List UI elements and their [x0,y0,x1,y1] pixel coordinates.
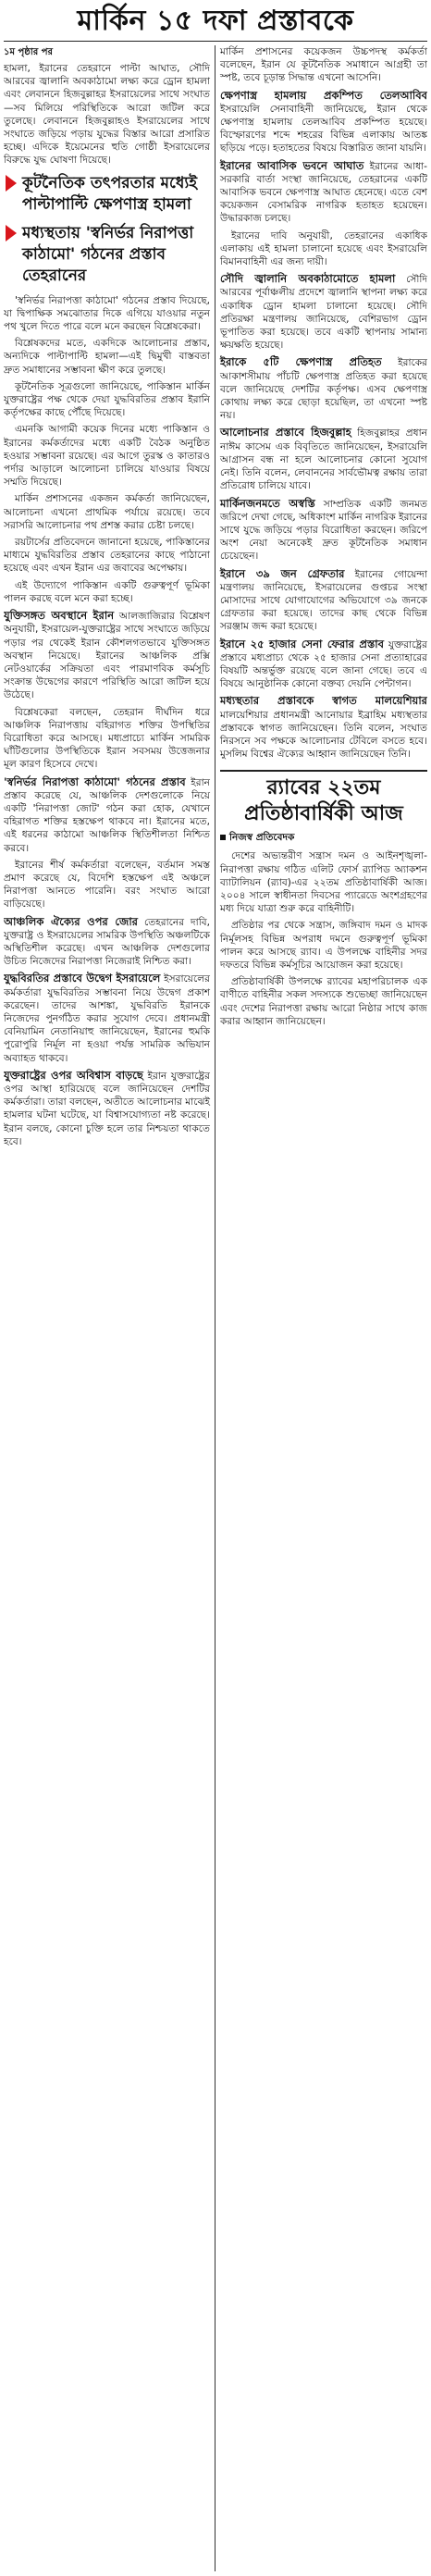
subsection [220,638,427,691]
subsection-text: হিজবুল্লাহর প্রধান নাঈম কাসেম এক বিবৃতিতে জানিয়েছেন, ইসরায়েলি আগ্রাসন বন্ধ না হলে আলোচনার কোনো সুযোগ নেই। তিনি বলেন, লেবাননের সার্বভৌমত্ব রক্ষায় তারা প্রতিরোধ চালিয়ে যাবে। [220,427,427,492]
subsection [220,89,427,155]
byline [220,831,427,847]
body-paragraph: ইরানের শীর্ষ কর্মকর্তারা বলেছেন, বর্তমান সমস্ত প্রমাণ করেছে যে, বিদেশি হস্তক্ষেপ এই অঞ্চলে নিরাপত্তা আনতে পারেনি। বরং সংঘাত আরো বাড়িয়েছে। [4,859,210,910]
subhead: আঞ্চলিক ঐক্যের ওপর জোর [4,914,138,928]
subsection [220,426,427,492]
subsection-text: ইরান যুক্তরাষ্ট্রের ওপর আস্থা হারিয়েছে বলে জানিয়েছেন দেশটির কর্মকর্তারা। তারা বলছেন, অতীতে আলোচনার মাঝেই হামলার ঘটনা ঘটেছে, যা বিশ্বাসযোগ্যতা নষ্ট করেছে। ইরান বলছে, কোনো চুক্তি হলে তার নিশ্চয়তা থাকতে হবে। [4,1070,210,1147]
subhead: যুক্তিসঙ্গত অবস্থানে ইরান [4,609,115,623]
subsection [4,775,210,855]
subhead: সৌদি জ্বালানি অবকাঠামোতে হামলা [220,272,396,286]
subsection [220,694,427,761]
pull-quote-box [4,173,210,287]
body-paragraph: বিশ্লেষকদের মতে, একদিকে আলোচনার প্রস্তাব, অন্যদিকে পাল্টাপাল্টি হামলা—এই দ্বিমুখী বাস্তবতা দ্রুত সমাধানের সম্ভাবনা ক্ষীণ করে তুলছে। [4,338,210,376]
red-triangle-icon [6,225,17,242]
subhead: মার্কিনজনমতে অস্বস্তি [220,496,315,510]
subsection-text: সৌদি আরবের পূর্বাঞ্চলীয় প্রদেশে জ্বালানি স্থাপনা লক্ষ্য করে একাধিক ড্রোন হামলা চালানো হয়েছে। সৌদি প্রতিরক্ষা মন্ত্রণালয় জানিয়েছে, বেশিরভাগ ড্রোন ভূপাতিত করা হয়েছে। তবে একটি স্থাপনায় সামান্য ক্ষয়ক্ষতি হয়েছে। [220,274,427,352]
right-column [216,45,427,2571]
rab-article-title: র‍্যাবের ২২তম প্রতিষ্ঠাবার্ষিকী আজ [220,770,427,827]
intro-paragraph: মার্কিন প্রশাসনের কয়েকজন উচ্চপদস্থ কর্মকর্তা বলেছেন, ইরান যে কূটনৈতিক সমাধানে আগ্রহী তা স্পষ্ট, তবে চূড়ান্ত সিদ্ধান্ত এখনো আসেনি। [220,46,427,84]
body-paragraph: প্রতিষ্ঠাবার্ষিকী উপলক্ষে র‍্যাবের মহাপরিচালক এক বাণীতে বাহিনীর সকল সদস্যকে শুভেচ্ছা জানিয়েছেন এবং দেশের নিরাপত্তা রক্ষায় আরো নিষ্ঠার সাথে কাজ করার আহ্বান জানিয়েছেন। [220,976,427,1027]
subhead: ইরানে ৩৯ জন গ্রেফতার [220,566,345,580]
subsection [4,609,210,701]
subsection-text: ইরানের আধা-সরকারি বার্তা সংস্থা জানিয়েছে, তেহরানের একটি আবাসিক ভবনে ক্ষেপণাস্ত্র আঘাত হেনেছে। এতে বেশ কয়েকজন বেসামরিক নাগরিক হতাহত হয়েছেন। উদ্ধারকাজ চলছে। [220,160,427,225]
body-paragraph: প্রতিষ্ঠার পর থেকে সন্ত্রাস, জঙ্গিবাদ দমন ও মাদক নির্মূলসহ বিভিন্ন অপরাধ দমনে গুরুত্বপূর্ণ ভূমিকা পালন করে আসছে র‍্যাব। এ উপলক্ষে বাহিনীর সদর দফতরে বিভিন্ন কর্মসূচির আয়োজন করা হয়েছে। [220,920,427,971]
subhead: আলোচনার প্রস্তাবে হিজবুল্লাহ [220,426,351,440]
red-triangle-icon [6,175,17,192]
body-paragraph: রয়টার্সের প্রতিবেদনে জানানো হয়েছে, পাকিস্তানের মাধ্যমে যুদ্ধবিরতির প্রস্তাব তেহরানের কাছে পাঠানো হয়েছে এবং এখন ইরান এর জবাবের অপেক্ষায়। [4,537,210,575]
subsection-text: আলজাজিরার বিশ্লেষণ অনুযায়ী, ইসরায়েল-যুক্তরাষ্ট্রের সাথে সংঘাতে জড়িয়ে পড়ার পর থেকেই ইরান কৌশলগতভাবে যুক্তিসঙ্গত অবস্থান নিয়েছে। ইরানের আঞ্চলিক প্রক্সি নেটওয়ার্কের সক্রিয়তা এবং পারমাণবিক কর্মসূচি সংক্রান্ত উদ্বেগের কারণে পরিস্থিতি আরো জটিল হয়ে উঠেছে। [4,611,210,701]
continuation-tag: ১ম পৃষ্ঠার পর [4,47,53,57]
subhead: ক্ষেপণাস্ত্র হামলায় প্রকম্পিত তেলআবিব [220,88,427,102]
pull-quote-text: কূটনৈতিক তৎপরতার মধ্যেই পাল্টাপাল্টি ক্ষেপণাস্ত্র হামলা [22,173,198,214]
subhead: মধ্যস্থতার প্রস্তাবকে স্বাগত মালয়েশিয়ার [220,694,427,708]
subsection-text: ইসরায়েলের কর্মকর্তারা যুদ্ধবিরতির সম্ভাবনা নিয়ে উদ্বেগ প্রকাশ করেছেন। তাদের আশঙ্কা, যুদ্ধবিরতি ইরানকে নিজেদের পুনর্গঠিত করার সুযোগ দেবে। প্রধানমন্ত্রী বেনিয়ামিন নেতানিয়াহু জানিয়েছেন, ইরানের হুমকি পুরোপুরি নির্মূল না হওয়া পর্যন্ত সামরিক অভিযান অব্যাহত থাকবে। [4,973,210,1064]
subhead: ইরানে ২৫ হাজার সেনা ফেরার প্রস্তাব [220,637,384,650]
subsection [220,497,427,564]
byline-text: নিজস্ব প্রতিবেদক [229,832,295,844]
subhead: ইরাকে ৫টি ক্ষেপণাস্ত্র প্রতিহত [220,355,382,369]
subsection-text: ইরানের গোয়েন্দা মন্ত্রণালয় জানিয়েছে, ইসরায়েলের গুপ্তচর সংস্থা মোসাদের সাথে যোগাযোগের অভিযোগে ৩৯ জনকে গ্রেফতার করা হয়েছে। তাদের কাছ থেকে বিভিন্ন সরঞ্জাম জব্দ করা হয়েছে। [220,568,427,633]
subsection-text: সাম্প্রতিক একটি জনমত জরিপে দেখা গেছে, অধিকাংশ মার্কিন নাগরিক ইরানের সাথে যুদ্ধে জড়িয়ে পড়ার বিরোধিতা করছেন। জরিপে অংশ নেয়া অনেকেই দ্রুত কূটনৈতিক সমাধান চেয়েছেন। [220,498,427,563]
body-paragraph: মার্কিন প্রশাসনের একজন কর্মকর্তা জানিয়েছেন, আলোচনা এখনো প্রাথমিক পর্যায়ে রয়েছে। তবে সরাসরি আলোচনার পথ প্রশস্ত করার চেষ্টা চলছে। [4,493,210,531]
body-paragraph: কূটনৈতিক সূত্রগুলো জানিয়েছে, পাকিস্তান মার্কিন যুক্তরাষ্ট্রের পক্ষ থেকে দেয়া যুদ্ধবিরতির প্রস্তাব ইরানি কর্তৃপক্ষের কাছে পৌঁছে দিয়েছে। [4,380,210,419]
subhead: যুদ্ধবিরতির প্রস্তাবে উদ্বেগ ইসরায়েলে [4,972,161,985]
pull-quote-2 [4,223,210,287]
subsection [4,972,210,1064]
pull-quote-1 [4,173,210,216]
body-paragraph: এই উদ্যোগে পাকিস্তান একটি গুরুত্বপূর্ণ ভূমিকা পালন করছে বলে মনে করা হচ্ছে। [4,579,210,604]
subsection [4,915,210,969]
headline: মার্কিন ১৫ দফা প্রস্তাবকে [4,4,427,42]
subhead: যুক্তরাষ্ট্রের ওপর অবিশ্বাস বাড়ছে [4,1068,143,1082]
pull-quote-text: মধ্যস্থতায় 'স্বনির্ভর নিরাপত্তা কাঠামো' গঠনের প্রস্তাব তেহরানের [22,223,194,285]
subsection-text: তেহরানের দাবি, যুক্তরাষ্ট্র ও ইসরায়েলের সামরিক উপস্থিতি অঞ্চলটিকে অস্থিতিশীল করেছে। এখন আঞ্চলিক দেশগুলোর উচিত নিজেদের নিরাপত্তা নিজেরাই নিশ্চিত করা। [4,916,210,968]
body-paragraph: এমনকি আগামী কয়েক দিনের মধ্যে পাকিস্তান ও ইরানের কর্মকর্তাদের মধ্যে একটি বৈঠক অনুষ্ঠিত হওয়ার সম্ভাবনা রয়েছে। এর আগে তুরস্ক ও কাতারও পর্দার আড়ালে আলোচনা চালিয়ে যাওয়ার বিষয়ে সম্মতি দিয়েছে। [4,424,210,489]
subsection [220,272,427,352]
subsection [220,355,427,422]
subsection-text: ইরান প্রস্তাব করেছে যে, আঞ্চলিক দেশগুলোকে নিয়ে একটি 'নিরাপত্তা জোট' গঠন করা হোক, যেখানে বহিরাগত শক্তির হস্তক্ষেপ থাকবে না। ইরানের মতে, এই ধরনের কাঠামো আঞ্চলিক স্থিতিশীলতা নিশ্চিত করবে। [4,776,210,854]
square-bullet-icon [220,835,226,840]
article-columns [4,45,427,2571]
intro-paragraph: হামলা, ইরানের তেহরানে পাল্টা আঘাত, সৌদি আরবের জ্বালানি অবকাঠামো লক্ষ্য করে ড্রোন হামলা এবং লেবাননে হিজবুল্লাহর ইসরায়েলের সাথে সংঘাত—সব মিলিয়ে পরিস্থিতিকে আরো জটিল করে তুলেছে। লেবাননে হিজবুল্লাহও ইসরায়েলের সাথে সংঘাতে জড়িয়ে পড়ায় যুদ্ধের বিস্তার আরো প্রসারিত হচ্ছে। এদিকে ইয়েমেনের হুতি গোষ্ঠী ইসরায়েলের বিরুদ্ধে যুদ্ধ ঘোষণা দিয়েছে। [4,63,210,167]
subsection-text: ইরাকের আকাশসীমায় পাঁচটি ক্ষেপণাস্ত্র প্রতিহত করা হয়েছে বলে জানিয়েছে দেশটির কর্তৃপক্ষ। এসব ক্ষেপণাস্ত্র কোথায় লক্ষ্য করে ছোড়া হয়েছিল, তা এখনো স্পষ্ট নয়। [220,357,427,422]
body-paragraph: দেশের অভ্যন্তরীণ সন্ত্রাস দমন ও আইনশৃঙ্খলা-নিরাপত্তা রক্ষায় গঠিত এলিট ফোর্স র‍্যাপিড অ্যাকশন ব্যাটালিয়ন (র‍্যাব)-এর ২২তম প্রতিষ্ঠাবার্ষিকী আজ। ২০০৪ সালে স্বাধীনতা দিবসের প্যারেডে অংশগ্রহণের মধ্য দিয়ে যাত্রা শুরু করে বাহিনীটি। [220,850,427,915]
body-paragraph: 'স্বনির্ভর নিরাপত্তা কাঠামো' গঠনের প্রস্তাব দিয়েছে, যা দ্বিপাক্ষিক সমঝোতার দিকে এগিয়ে যাওয়ার নতুন পথ খুলে দিতে পারে বলে মনে করছেন বিশ্লেষকেরা। [4,294,210,333]
subsection-text: যুক্তরাষ্ট্রের প্রস্তাবে মধ্যপ্রাচ্য থেকে ২৫ হাজার সেনা প্রত্যাহারের বিষয়টি অন্তর্ভুক্ত রয়েছে বলে জানা গেছে। তবে এ বিষয়ে আনুষ্ঠানিক কোনো বক্তব্য দেয়নি পেন্টাগন। [220,638,427,690]
left-column [4,45,216,2571]
subhead: ইরানের আবাসিক ভবনে আঘাত [220,158,364,172]
subsection [4,1069,210,1148]
body-paragraph: বিশ্লেষকেরা বলছেন, তেহরান দীর্ঘদিন ধরে আঞ্চলিক নিরাপত্তায় বহিরাগত শক্তির উপস্থিতির বিরোধিতা করে আসছে। মধ্যপ্রাচ্যে মার্কিন সামরিক ঘাঁটিগুলোর উপস্থিতিকে ইরান সবসময় উত্তেজনার মূল কারণ হিসেবে দেখে। [4,706,210,771]
subhead: 'স্বনির্ভর নিরাপত্তা কাঠামো' গঠনের প্রস্তাব [4,774,186,788]
subsection-text: ইসরায়েলি সেনাবাহিনী জানিয়েছে, ইরান থেকে ক্ষেপণাস্ত্র হামলায় তেলআবিব প্রকম্পিত হয়েছে। বিস্ফোরণের শব্দে শহরের বিভিন্ন এলাকায় আতঙ্ক ছড়িয়ে পড়ে। হতাহতের বিষয়ে বিস্তারিত জানা যায়নি। [220,103,427,155]
subsection [220,159,427,226]
subsection-text: মালয়েশিয়ার প্রধানমন্ত্রী আনোয়ার ইব্রাহিম মধ্যস্থতার প্রস্তাবকে স্বাগত জানিয়েছেন। তিনি বলেন, সংঘাত নিরসনে সব পক্ষকে আলোচনার টেবিলে বসতে হবে। মুসলিম বিশ্বের ঐক্যের আহ্বান জানিয়েছেন তিনি। [220,709,427,761]
subsection [220,567,427,634]
body-paragraph: ইরানের দাবি অনুযায়ী, তেহরানের একাধিক এলাকায় এই হামলা চালানো হয়েছে এবং ইসরায়েলি বিমানবাহিনী এর জন্য দায়ী। [220,229,427,268]
